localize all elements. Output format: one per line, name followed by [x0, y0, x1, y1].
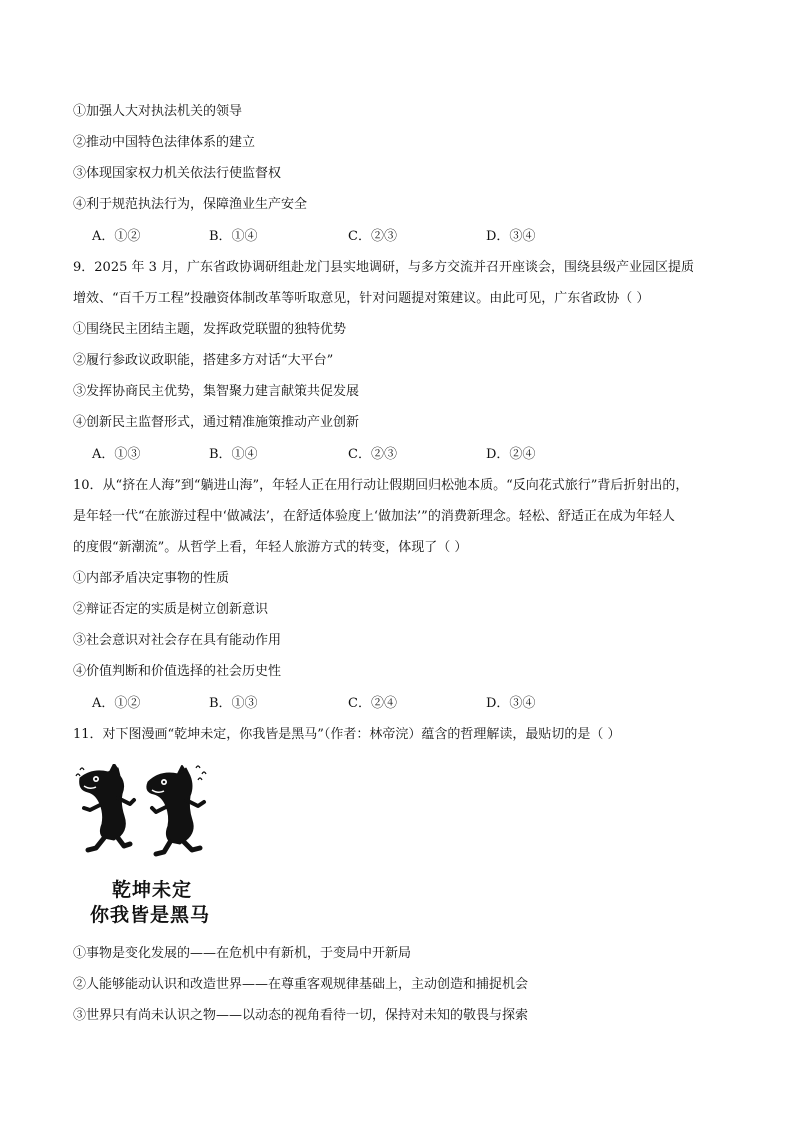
- q9-option-b[interactable]: B．①④: [209, 447, 258, 462]
- q10-option-d[interactable]: D．③④: [486, 696, 536, 711]
- q10-statement-1: ①内部矛盾决定事物的性质: [73, 571, 230, 586]
- cartoon-caption-line-2: 你我皆是黑马: [90, 904, 211, 926]
- q8-statement-2: ②推动中国特色法律体系的建立: [73, 135, 256, 150]
- q9-statement-2: ②履行参政议政职能，搭建多方对话“大平台”: [73, 353, 334, 368]
- q8-option-d[interactable]: D．③④: [486, 229, 536, 244]
- q11-statement-3: ③世界只有尚未认识之物——以动态的视角看待一切，保持对未知的敬畏与探索: [73, 1008, 529, 1023]
- q8-statement-1: ①加强人大对执法机关的领导: [73, 104, 243, 119]
- q8-statement-3: ③体现国家权力机关依法行使监督权: [73, 166, 282, 181]
- q10-option-c[interactable]: C．②④: [348, 696, 397, 711]
- q11-statement-2: ②人能够能动认识和改造世界——在尊重客观规律基础上，主动创造和捕捉机会: [73, 977, 529, 992]
- cartoon-caption-line-1: 乾坤未定: [112, 879, 193, 901]
- q11-statement-1: ①事物是变化发展的——在危机中有新机，于变局中开新局: [73, 946, 412, 961]
- q10-option-b[interactable]: B．①③: [209, 696, 258, 711]
- q8-statement-4: ④利于规范执法行为，保障渔业生产安全: [73, 197, 308, 212]
- q9-stem-line-2: 增效、“百千万工程”投融资体制改革等听取意见，针对问题提对策建议。由此可见，广东省政协（ ）: [73, 291, 650, 306]
- q8-options: [92, 227, 652, 247]
- q10-stem-line-1: 10．从“挤在人海”到“躺进山海”，年轻人正在用行动让假期回归松弛本质。“反向花式旅行”背后折射出的，: [73, 478, 689, 493]
- q10-options: [92, 694, 652, 714]
- q9-option-a[interactable]: A．①③: [92, 447, 141, 462]
- dark-horse-cartoon: [74, 764, 214, 926]
- q9-statement-1: ①围绕民主团结主题，发挥政党联盟的独特优势: [73, 322, 347, 337]
- q10-statement-4: ④价值判断和价值选择的社会历史性: [73, 664, 282, 679]
- q11-stem: 11．对下图漫画“乾坤未定，你我皆是黑马”（作者：林帝浣）蕴含的哲理解读，最贴切的是（ ）: [73, 727, 621, 742]
- q10-statement-2: ②辩证否定的实质是树立创新意识: [73, 602, 269, 617]
- q8-option-b[interactable]: B．①④: [209, 229, 258, 244]
- q10-stem-line-2: 是年轻一代“在旅游过程中‘做减法’，在舒适体验度上‘做加法’”的消费新理念。轻松、舒适正在成为年轻人: [73, 509, 675, 524]
- q8-option-a[interactable]: A．①②: [92, 229, 141, 244]
- q9-statement-4: ④创新民主监督形式，通过精准施策推动产业创新: [73, 415, 360, 430]
- q10-statement-3: ③社会意识对社会存在具有能动作用: [73, 633, 282, 648]
- q9-stem-line-1: 9．2025 年 3 月，广东省政协调研组赴龙门县实地调研，与多方交流并召开座谈会，围绕县级产业园区提质: [73, 260, 695, 275]
- q9-options: [92, 445, 652, 465]
- q8-option-c[interactable]: C．②③: [348, 229, 397, 244]
- q9-statement-3: ③发挥协商民主优势，集智聚力建言献策共促发展: [73, 384, 360, 399]
- q10-stem-line-3: 的度假“新潮流”。从哲学上看，年轻人旅游方式的转变，体现了（ ）: [73, 540, 468, 555]
- q10-option-a[interactable]: A．①②: [92, 696, 141, 711]
- q9-option-c[interactable]: C．②③: [348, 447, 397, 462]
- q9-option-d[interactable]: D．②④: [486, 447, 536, 462]
